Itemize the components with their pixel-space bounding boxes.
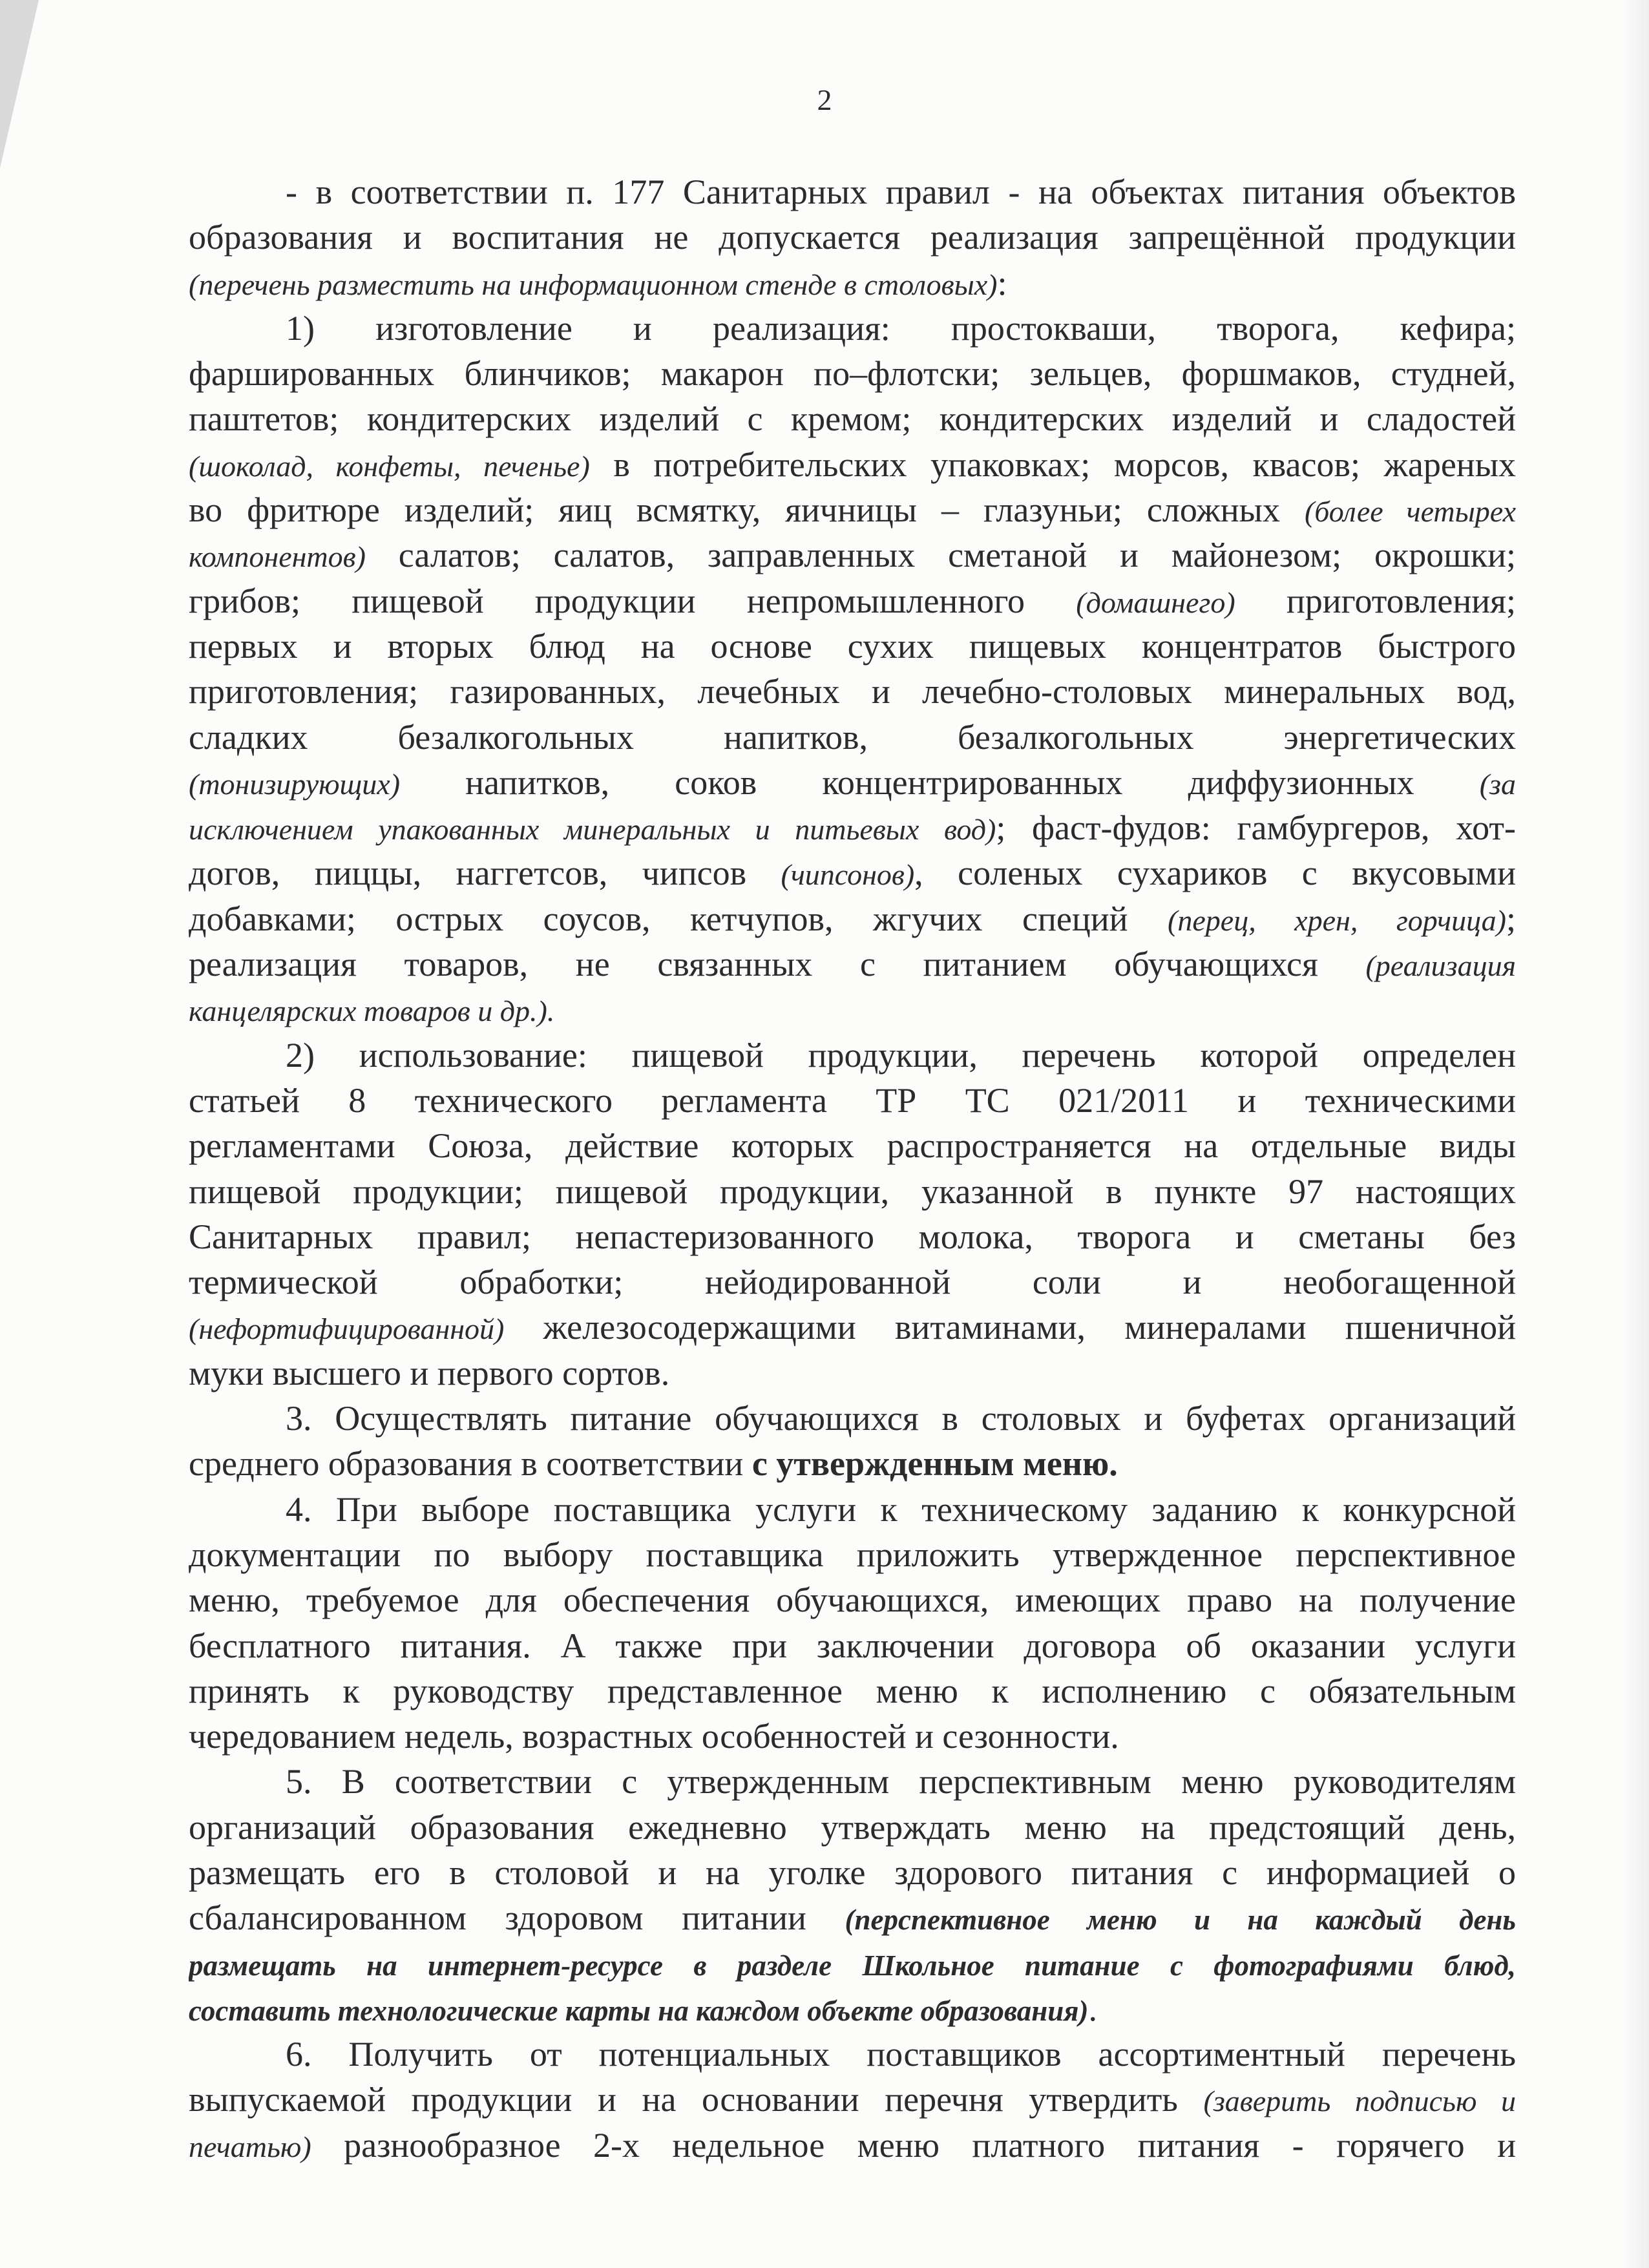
italic-note: размещать на интернет-ресурсе в разделе Школьное питание с фотографиями блюд, bbox=[189, 1949, 1516, 1982]
text-segment: образования и воспитания не допускается реализация запрещённой продукции bbox=[189, 218, 1516, 257]
italic-note: (тонизирующих) bbox=[189, 767, 401, 801]
text-line bbox=[189, 850, 1516, 896]
text-line bbox=[189, 1623, 1516, 1668]
text-segment: бесплатного питания. А также при заключении договора об оказании услуги bbox=[189, 1626, 1516, 1665]
text-segment: сбалансированном здоровом питании bbox=[189, 1898, 845, 1938]
text-segment: - в соответствии п. 177 Санитарных правил - на объектах питания объектов bbox=[286, 173, 1516, 211]
italic-note: (шоколад, конфеты, печенье) bbox=[189, 449, 590, 483]
text-segment: 1) изготовление и реализация: простокваши, творога, кефира; bbox=[286, 308, 1516, 348]
italic-note: (более четырех bbox=[1304, 495, 1516, 529]
text-line bbox=[189, 2077, 1516, 2122]
text-line bbox=[189, 1941, 1516, 1986]
text-line bbox=[189, 1350, 1516, 1396]
italic-note: канцелярских товаров и др.). bbox=[189, 994, 555, 1028]
text-line bbox=[189, 306, 1516, 351]
text-line bbox=[189, 487, 1516, 532]
text-segment: принять к руководству представленное меню к исполнению с обязательным bbox=[189, 1671, 1516, 1710]
italic-note: составить технологические карты на каждом объекте образования) bbox=[189, 1994, 1089, 2027]
text-line bbox=[189, 805, 1516, 850]
text-line bbox=[189, 669, 1516, 714]
text-segment: сладких безалкогольных напитков, безалкогольных энергетических bbox=[189, 717, 1516, 757]
text-segment: чередованием недель, возрастных особенностей и сезонности. bbox=[189, 1717, 1119, 1756]
bold-text: с утвержденным меню. bbox=[751, 1444, 1118, 1484]
text-segment: , соленых сухариков с вкусовыми bbox=[914, 854, 1516, 893]
italic-note: (за bbox=[1479, 767, 1516, 801]
text-line bbox=[189, 1487, 1516, 1532]
text-line bbox=[189, 1305, 1516, 1350]
italic-note: (перец, хрен, горчица) bbox=[1168, 903, 1506, 937]
text-segment: паштетов; кондитерских изделий с кремом; кондитерских изделий и сладостей bbox=[189, 399, 1516, 439]
text-line bbox=[189, 442, 1516, 487]
text-line bbox=[189, 1986, 1516, 2032]
text-segment: термической обработки; нейодированной соли и необогащенной bbox=[189, 1263, 1516, 1302]
text-segment: пищевой продукции; пищевой продукции, указанной в пункте 97 настоящих bbox=[189, 1171, 1516, 1211]
italic-note: (реализация bbox=[1365, 949, 1516, 983]
italic-note: (чипсонов) bbox=[781, 858, 915, 892]
text-line bbox=[189, 1396, 1516, 1441]
text-line bbox=[189, 987, 1516, 1032]
italic-note: компонентов) bbox=[189, 540, 366, 574]
text-segment: грибов; пищевой продукции непромышленного bbox=[189, 581, 1077, 620]
text-segment: 6. Получить от потенциальных поставщиков ассортиментный перечень bbox=[286, 2035, 1516, 2074]
text-line bbox=[189, 1714, 1516, 1759]
text-line bbox=[189, 1805, 1516, 1850]
text-line bbox=[189, 624, 1516, 669]
text-segment: муки высшего и первого сортов. bbox=[189, 1353, 670, 1392]
text-segment: ; фаст-фудов: гамбургеров, хот- bbox=[996, 808, 1516, 848]
text-line bbox=[189, 1668, 1516, 1714]
text-segment: ; bbox=[1506, 899, 1516, 938]
text-segment: 2) использование: пищевой продукции, перечень которой определен bbox=[286, 1035, 1516, 1075]
text-line bbox=[189, 1214, 1516, 1259]
text-segment: 3. Осуществлять питание обучающихся в столовых и буфетах организаций bbox=[286, 1399, 1516, 1438]
text-line bbox=[189, 2032, 1516, 2077]
italic-note: печатью) bbox=[189, 2130, 311, 2163]
text-segment: регламентами Союза, действие которых распространяется на отдельные виды bbox=[189, 1126, 1516, 1166]
scan-edge-shadow bbox=[1623, 0, 1649, 2268]
text-segment: добавками; острых соусов, кетчупов, жгучих специй bbox=[189, 899, 1168, 938]
text-segment: салатов; салатов, заправленных сметаной и майонезом; окрошки; bbox=[365, 536, 1516, 575]
text-segment: приготовления; bbox=[1235, 581, 1516, 620]
italic-note: (заверить подписью и bbox=[1203, 2084, 1516, 2118]
paragraph bbox=[189, 1033, 1516, 1396]
text-segment: статьей 8 технического регламента ТР ТС 021/2011 и техническими bbox=[189, 1080, 1516, 1120]
text-line bbox=[189, 396, 1516, 441]
text-segment: меню, требуемое для обеспечения обучающихся, имеющих право на получение bbox=[189, 1580, 1516, 1620]
text-line bbox=[189, 1532, 1516, 1577]
text-line bbox=[189, 2123, 1516, 2168]
text-line bbox=[189, 1259, 1516, 1305]
paragraph bbox=[189, 169, 1516, 306]
text-segment: размещать его в столовой и на уголке здорового питания с информацией о bbox=[189, 1853, 1516, 1892]
paragraph bbox=[189, 1759, 1516, 2032]
text-line bbox=[189, 1169, 1516, 1214]
text-segment: документации по выбору поставщика приложить утвержденное перспективное bbox=[189, 1535, 1516, 1574]
text-line bbox=[189, 1759, 1516, 1804]
text-segment: реализация товаров, не связанных с питанием обучающихся bbox=[189, 945, 1366, 984]
text-line bbox=[189, 578, 1516, 624]
paragraph bbox=[189, 2032, 1516, 2168]
text-line bbox=[189, 532, 1516, 578]
text-line bbox=[189, 260, 1516, 306]
text-segment: фаршированных блинчиков; макарон по–флотски; зельцев, форшмаков, студней, bbox=[189, 354, 1516, 394]
text-line bbox=[189, 715, 1516, 760]
text-segment: первых и вторых блюд на основе сухих пищевых концентратов быстрого bbox=[189, 626, 1516, 666]
text-line bbox=[189, 760, 1516, 805]
text-line bbox=[189, 1033, 1516, 1078]
text-segment: приготовления; газированных, лечебных и лечебно-столовых минеральных вод, bbox=[189, 672, 1516, 711]
text-line bbox=[189, 1441, 1516, 1486]
text-line bbox=[189, 896, 1516, 941]
italic-note: (перечень разместить на информационном стенде в столовых) bbox=[189, 268, 998, 301]
text-segment: догов, пиццы, наггетсов, чипсов bbox=[189, 854, 781, 893]
italic-note: (нефортифицированной) bbox=[189, 1312, 505, 1346]
text-line bbox=[189, 1895, 1516, 1940]
text-segment: во фритюре изделий; яиц всмятку, яичницы – глазуньи; сложных bbox=[189, 490, 1305, 530]
text-line bbox=[189, 351, 1516, 396]
text-segment: в потребительских упаковках; морсов, квасов; жареных bbox=[589, 445, 1516, 484]
text-line bbox=[189, 215, 1516, 260]
italic-note: (домашнего) bbox=[1076, 585, 1235, 619]
text-segment: 4. При выборе поставщика услуги к техническому заданию к конкурсной bbox=[286, 1489, 1516, 1529]
paragraph bbox=[189, 1487, 1516, 1759]
italic-note: исключением упакованных минеральных и питьевых вод) bbox=[189, 813, 996, 846]
text-line bbox=[189, 1078, 1516, 1123]
paragraph bbox=[189, 1396, 1516, 1487]
text-segment: разнообразное 2-х недельное меню платного питания - горячего и bbox=[311, 2125, 1516, 2165]
text-line bbox=[189, 1123, 1516, 1168]
text-segment: Санитарных правил; непастеризованного молока, творога и сметаны без bbox=[189, 1217, 1516, 1256]
document-body bbox=[189, 169, 1516, 2168]
page-number: 2 bbox=[817, 83, 832, 116]
paragraph bbox=[189, 306, 1516, 1033]
text-segment: выпускаемой продукции и на основании перечня утвердить bbox=[189, 2080, 1204, 2119]
text-segment: среднего образования в соответствии bbox=[189, 1444, 752, 1484]
text-segment: организаций образования ежедневно утверждать меню на предстоящий день, bbox=[189, 1807, 1516, 1847]
italic-note: (перспективное меню и на каждый день bbox=[845, 1904, 1516, 1937]
text-segment: железосодержащими витаминами, минералами пшеничной bbox=[504, 1308, 1516, 1347]
text-line bbox=[189, 941, 1516, 987]
text-line bbox=[189, 1577, 1516, 1622]
text-segment: . bbox=[1088, 1989, 1097, 2028]
text-line bbox=[189, 169, 1516, 215]
text-segment: : bbox=[997, 263, 1007, 302]
text-segment: 5. В соответствии с утвержденным перспективным меню руководителям bbox=[286, 1762, 1516, 1801]
text-line bbox=[189, 1850, 1516, 1895]
text-segment: напитков, соков концентрированных диффузионных bbox=[400, 762, 1480, 802]
